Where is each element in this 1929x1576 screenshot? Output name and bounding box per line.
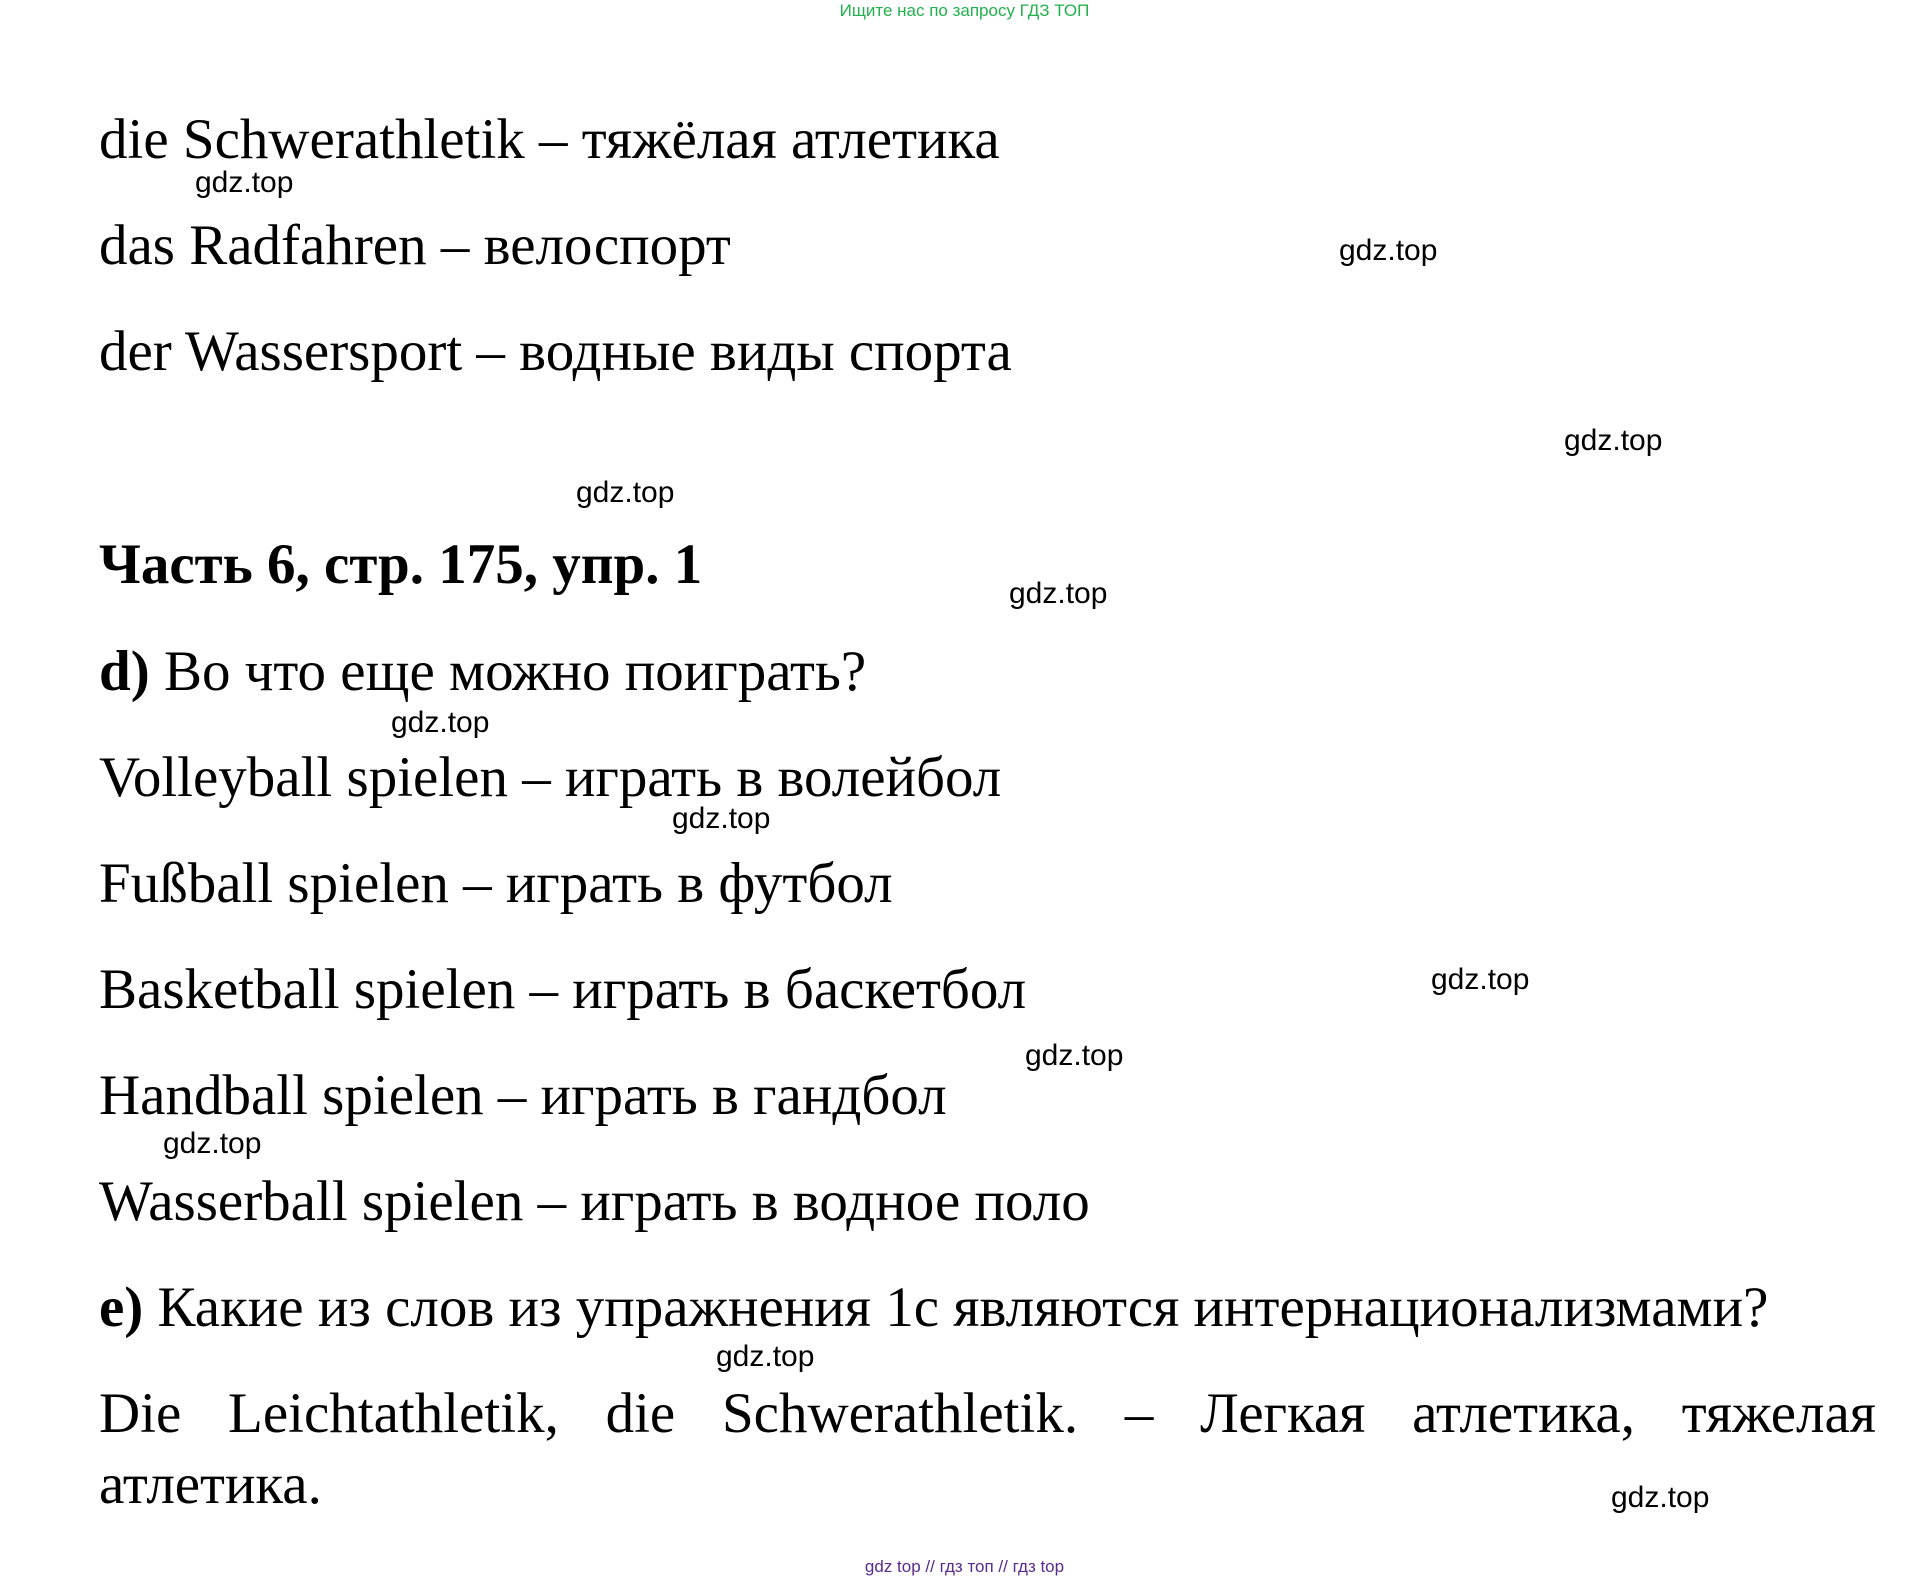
part-d-item-basketball: Basketball spielen – играть в баскетбол <box>99 958 1027 1021</box>
watermark: gdz.top <box>1564 424 1663 457</box>
part-d-question <box>99 640 866 704</box>
part-d-item-fussball: Fußball spielen – играть в футбол <box>99 852 893 915</box>
watermark: gdz.top <box>1009 577 1108 610</box>
part-d-item-volleyball: Volleyball spielen – играть в волейбол <box>99 746 1002 809</box>
watermark: gdz.top <box>1339 234 1438 267</box>
part-d-question-text: Во что еще можно поиграть? <box>149 640 867 703</box>
part-e-question-text: Какие из слов из упражнения 1с являются интернационализмами? <box>143 1276 1769 1339</box>
section-heading: Часть 6, стр. 175, упр. 1 <box>99 533 703 596</box>
part-d-item-wasserball: Wasserball spielen – играть в водное поло <box>99 1170 1090 1233</box>
part-d-label: d) <box>99 640 150 703</box>
watermark: gdz.top <box>1431 963 1530 996</box>
watermark: gdz.top <box>672 802 771 835</box>
watermark: gdz.top <box>391 706 490 739</box>
top-banner: Ищите нас по запросу ГДЗ ТОП <box>839 1 1090 20</box>
part-e-question <box>99 1276 1768 1340</box>
vocab-line-wassersport: der Wassersport – водные виды спорта <box>99 320 1012 383</box>
watermark: gdz.top <box>195 166 294 199</box>
vocab-line-radfahren: das Radfahren – велоспорт <box>99 214 731 277</box>
watermark: gdz.top <box>576 476 675 509</box>
watermark: gdz.top <box>1611 1481 1710 1514</box>
footer-watermark: gdz top // гдз топ // гдз top <box>864 1557 1065 1576</box>
vocab-line-schwerathletik: die Schwerathletik – тяжёлая атлетика <box>99 108 1000 171</box>
part-e-answer: Die Leichtathletik, die Schwerathletik. – Легкая атлетика, тяжелая атлетика. <box>99 1382 1876 1516</box>
watermark: gdz.top <box>163 1127 262 1160</box>
watermark: gdz.top <box>716 1340 815 1373</box>
watermark: gdz.top <box>1025 1039 1124 1072</box>
part-e-label: e) <box>99 1276 144 1339</box>
part-d-item-handball: Handball spielen – играть в гандбол <box>99 1064 947 1127</box>
